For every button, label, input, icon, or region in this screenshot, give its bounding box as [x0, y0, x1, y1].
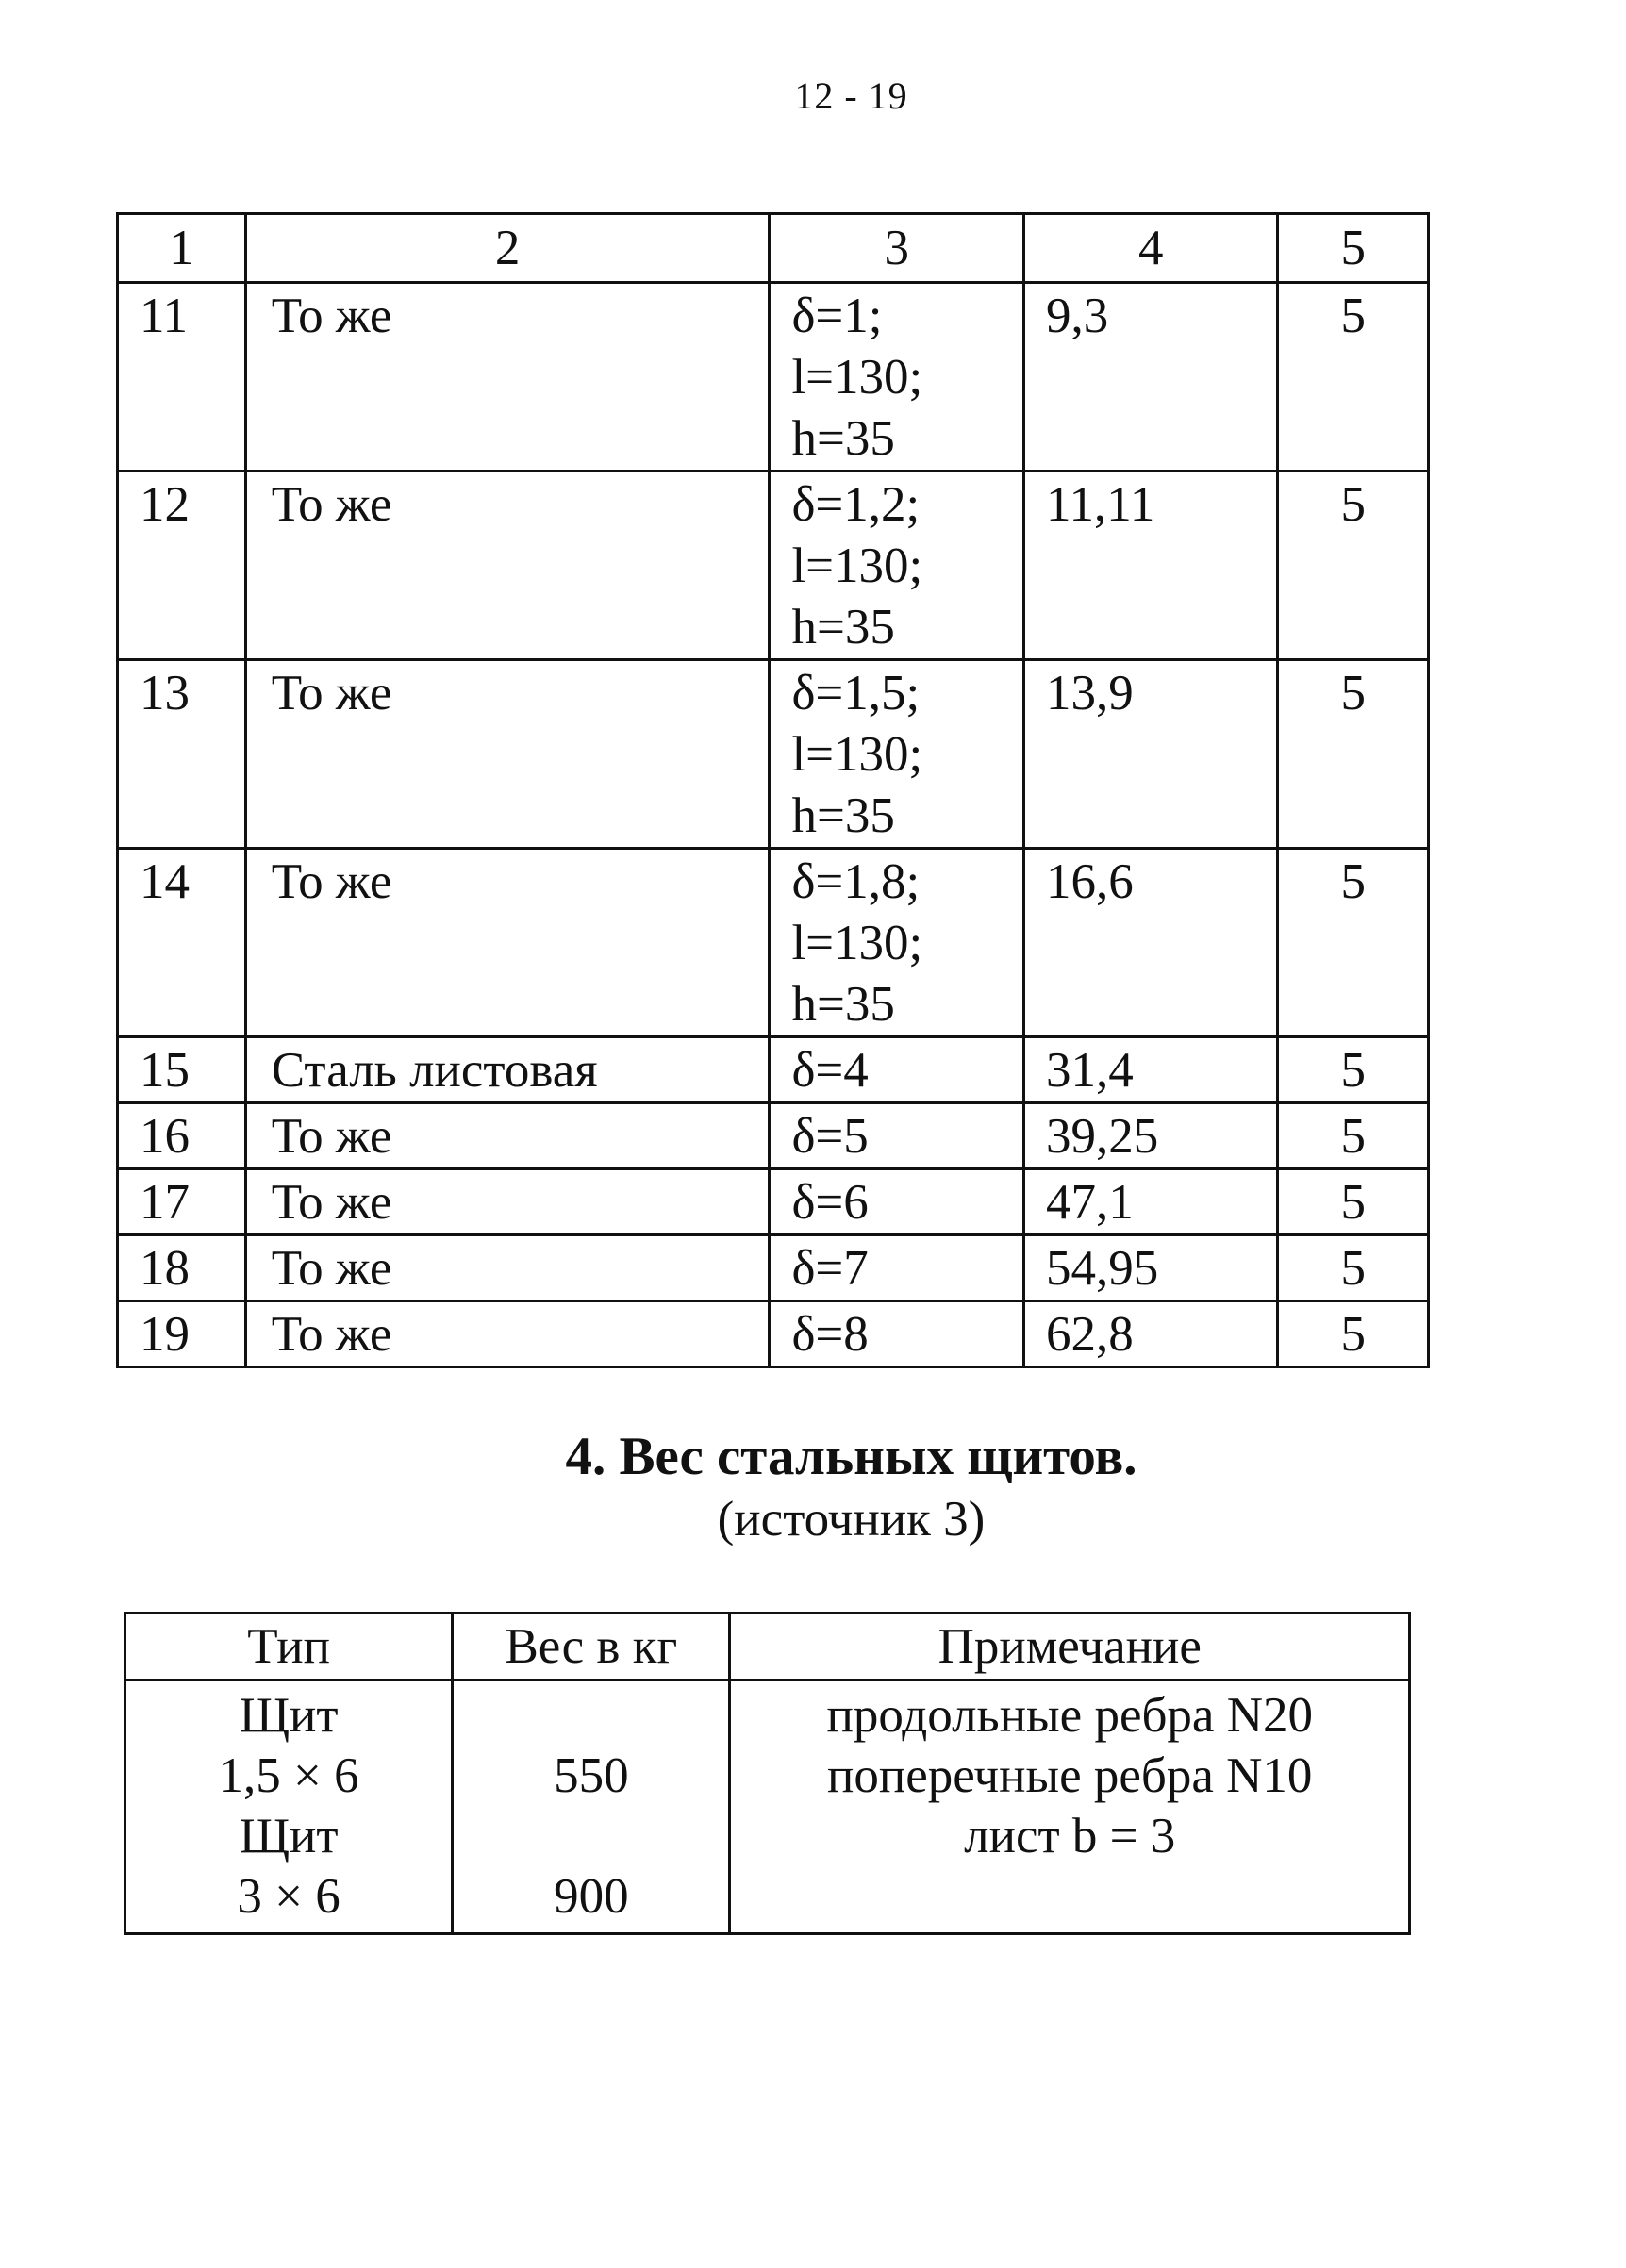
dimension-line: h=35 — [791, 411, 895, 466]
table-row — [125, 1680, 1410, 1934]
dimension-line: l=130; — [791, 727, 923, 782]
column-header: 1 — [118, 214, 246, 283]
dimension-line: δ=1,8; — [791, 854, 921, 909]
weight-value: 54,95 — [1024, 1235, 1278, 1301]
dimension-line: l=130; — [791, 538, 923, 593]
shield-notes — [730, 1680, 1410, 1934]
note-line: поперечные ребра N10 — [827, 1748, 1313, 1803]
dimensions: δ=5 — [770, 1103, 1024, 1169]
table-row — [118, 1301, 1429, 1367]
shield-type-line: Щит — [239, 1809, 339, 1863]
table-header-row — [125, 1614, 1410, 1680]
dimensions — [770, 660, 1024, 849]
weight-value: 11,11 — [1024, 472, 1278, 660]
dimension-line: h=35 — [791, 788, 895, 843]
column-header: 3 — [770, 214, 1024, 283]
dimension-line: δ=1,2; — [791, 477, 921, 532]
row-number: 13 — [118, 660, 246, 849]
material-name: То же — [245, 660, 770, 849]
note-line: лист b = 3 — [964, 1809, 1176, 1863]
dimensions — [770, 283, 1024, 472]
dimension-line: l=130; — [791, 350, 923, 405]
quantity-value: 5 — [1278, 1235, 1429, 1301]
table-row — [118, 1037, 1429, 1103]
quantity-value: 5 — [1278, 660, 1429, 849]
shield-weight-line: 900 — [554, 1869, 629, 1924]
section-source: (источник 3) — [717, 1492, 986, 1547]
table-row — [118, 283, 1429, 472]
shield-types — [125, 1680, 453, 1934]
section-title: 4. Вес стальных щитов. — [565, 1427, 1137, 1486]
table-row — [118, 1103, 1429, 1169]
quantity-value: 5 — [1278, 283, 1429, 472]
column-header: 2 — [245, 214, 770, 283]
row-number: 14 — [118, 849, 246, 1037]
shield-type-line: Щит — [239, 1688, 339, 1743]
row-number: 16 — [118, 1103, 246, 1169]
quantity-value: 5 — [1278, 1037, 1429, 1103]
dimensions — [770, 472, 1024, 660]
material-name: То же — [245, 849, 770, 1037]
column-header: 4 — [1024, 214, 1278, 283]
material-name: То же — [245, 1301, 770, 1367]
dimensions — [770, 849, 1024, 1037]
weight-value: 39,25 — [1024, 1103, 1278, 1169]
dimension-line: l=130; — [791, 916, 923, 970]
row-number: 19 — [118, 1301, 246, 1367]
row-number: 15 — [118, 1037, 246, 1103]
weight-value: 9,3 — [1024, 283, 1278, 472]
dimensions: δ=8 — [770, 1301, 1024, 1367]
dimension-line: h=35 — [791, 600, 895, 654]
material-name: То же — [245, 472, 770, 660]
table-header-row — [118, 214, 1429, 283]
quantity-value: 5 — [1278, 1301, 1429, 1367]
weight-value: 16,6 — [1024, 849, 1278, 1037]
table-row — [118, 849, 1429, 1037]
table-row — [118, 472, 1429, 660]
dimensions: δ=4 — [770, 1037, 1024, 1103]
page-number: 12 - 19 — [794, 74, 908, 117]
note-line: продольные ребра N20 — [826, 1688, 1313, 1743]
shield-type-line: 3 × 6 — [237, 1869, 340, 1924]
row-number: 17 — [118, 1169, 246, 1235]
table-row — [118, 1169, 1429, 1235]
dimensions: δ=7 — [770, 1235, 1024, 1301]
quantity-value: 5 — [1278, 472, 1429, 660]
weight-value: 47,1 — [1024, 1169, 1278, 1235]
dimensions: δ=6 — [770, 1169, 1024, 1235]
material-name: Сталь листовая — [245, 1037, 770, 1103]
column-header: Примечание — [730, 1614, 1410, 1680]
column-header: 5 — [1278, 214, 1429, 283]
quantity-value: 5 — [1278, 1169, 1429, 1235]
column-header: Вес в кг — [453, 1614, 730, 1680]
dimension-line: δ=1,5; — [791, 666, 921, 720]
material-name: То же — [245, 1103, 770, 1169]
row-number: 11 — [118, 283, 246, 472]
weight-value: 13,9 — [1024, 660, 1278, 849]
table-row — [118, 1235, 1429, 1301]
dimension-line: h=35 — [791, 977, 895, 1032]
quantity-value: 5 — [1278, 849, 1429, 1037]
weight-value: 62,8 — [1024, 1301, 1278, 1367]
dimension-line: δ=1; — [791, 289, 883, 343]
shield-type-line: 1,5 × 6 — [218, 1748, 359, 1803]
row-number: 12 — [118, 472, 246, 660]
shield-weights — [453, 1680, 730, 1934]
steel-weights-table — [116, 212, 1430, 1368]
material-name: То же — [245, 283, 770, 472]
shield-weight-line: 550 — [554, 1748, 629, 1803]
column-header: Тип — [125, 1614, 453, 1680]
shield-weight-line — [454, 1685, 728, 1746]
quantity-value: 5 — [1278, 1103, 1429, 1169]
material-name: То же — [245, 1169, 770, 1235]
material-name: То же — [245, 1235, 770, 1301]
row-number: 18 — [118, 1235, 246, 1301]
steel-shields-table — [124, 1612, 1411, 1935]
table-row — [118, 660, 1429, 849]
weight-value: 31,4 — [1024, 1037, 1278, 1103]
shield-weight-line — [454, 1806, 728, 1866]
